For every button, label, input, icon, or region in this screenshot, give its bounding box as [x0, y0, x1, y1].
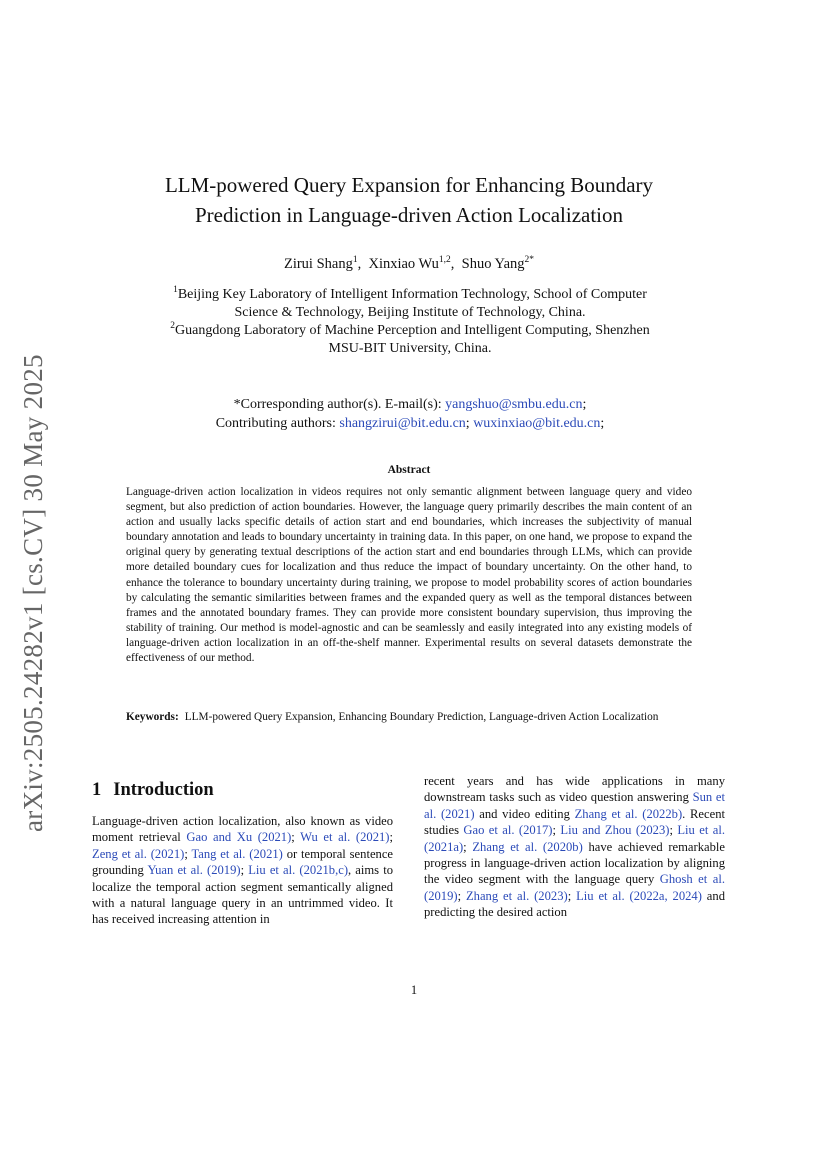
contact-info: [110, 395, 710, 433]
affiliation-text: Beijing Key Laboratory of Intelligent Information Technology, School of Computer: [177, 287, 647, 302]
title-line-2: Prediction in Language-driven Action Localization: [194, 203, 624, 227]
affiliation-1-line-2: Science & Technology, Beijing Institute of Technology, China.: [234, 305, 586, 320]
abstract-heading: Abstract: [387, 464, 431, 476]
paper-title: [100, 170, 718, 230]
body-text: ;: [389, 830, 393, 845]
contributing-prefix: Contributing authors:: [215, 416, 336, 431]
section-heading: [92, 780, 214, 801]
affiliation-2-line-2: MSU-BIT University, China.: [328, 341, 492, 356]
corresponding-prefix: *Corresponding author(s). E-mail(s):: [233, 397, 442, 412]
body-text: ;: [184, 846, 192, 861]
citation-link[interactable]: Liu et al. (2021a): [424, 823, 725, 854]
arxiv-identifier: arXiv:2505.24282v1 [cs.CV] 30 May 2025: [18, 354, 48, 832]
author-affil-mark: 2*: [524, 255, 535, 265]
citation-link[interactable]: Zhang et al. (2023): [465, 888, 568, 903]
citation-link[interactable]: Ghosh et al. (2019): [424, 872, 726, 903]
body-text: ;: [240, 863, 249, 878]
affiliation-text: Guangdong Laboratory of Machine Perception and Intelligent Computing, Shenzhen: [175, 323, 650, 338]
body-text: . Recent studies: [424, 806, 725, 838]
citation-link[interactable]: Zhang et al. (2020b): [472, 839, 583, 854]
citation-link[interactable]: Wu et al. (2021): [300, 830, 390, 845]
corresponding-author: *Corresponding author(s). E-mail(s): yangshuo@smbu.edu.cn;: [233, 397, 587, 412]
author-name: Zirui Shang: [283, 256, 353, 272]
abstract-body: Language-driven action localization in videos requires not only semantic alignment between language query and video segment, but also prediction of action boundaries. However, the language query primarily describes the main content of an action and usually lacks specific details of action start and end boundaries, which increases the subjectivity of manual boundary annotation and leads to boundary uncertainty in training data. In this paper, on one hand, we propose to expand the original query by generating textual descriptions of the action start and end boundaries through LLMs, which can provide more detailed boundary cues for localization and thus reduce the impact of boundary uncertainty. On the other hand, to enhance the tolerance to boundary uncertainty during training, we propose to model probability scores of action boundaries by calculating the semantic similarities between frames and the expanded query as well as the temporal distances between frames and the annotated boundary frames. They can provide more consistent boundary supervision, thus improving the stability of training. Our method is model-agnostic and can be seamlessly and easily integrated into any existing models of language-driven action localization in an off-the-shelf manner. Experimental results on several datasets demonstrate the effectiveness of our method.: [126, 486, 692, 665]
body-text: ;: [669, 823, 678, 838]
page-number: 1: [410, 983, 418, 997]
citation-link[interactable]: Zeng et al. (2021): [92, 846, 185, 861]
body-text: ;: [463, 839, 473, 854]
body-text: Language-driven action localization, also known as video moment retrieval: [92, 814, 393, 845]
body-text: ;: [291, 830, 301, 845]
citation-link[interactable]: Tang et al. (2021): [191, 846, 283, 861]
email-link-corresponding[interactable]: yangshuo@smbu.edu.cn: [445, 397, 583, 412]
affiliation-1-line-1: [110, 286, 710, 304]
citation-link[interactable]: Yuan et al. (2019): [147, 863, 241, 878]
body-text: ;: [457, 888, 466, 903]
body-text: , aims to localize the temporal action segment semantically aligned with a natural language query in an untrimmed video. It has received increasing attention in: [92, 863, 393, 927]
intro-right-column: [424, 773, 725, 921]
section-title: Introduction: [113, 780, 214, 800]
affiliation-mark: 2: [170, 321, 176, 331]
body-text: recent years and has wide applications in many downstream tasks such as video question answering: [424, 774, 725, 805]
author-affil-mark: 1: [352, 255, 358, 265]
citation-link[interactable]: Sun et al. (2021): [424, 790, 725, 821]
section-number: 1: [92, 780, 102, 800]
email-link-shang[interactable]: shangzirui@bit.edu.cn: [339, 416, 466, 431]
body-text: ;: [552, 823, 561, 838]
title-line-1: LLM-powered Query Expansion for Enhancing Boundary: [164, 173, 654, 197]
affiliation-2-line-1: [110, 322, 710, 340]
keywords: [126, 710, 692, 724]
author-name: Xinxiao Wu: [368, 256, 439, 272]
affiliations: [110, 286, 710, 358]
author-name: Shuo Yang: [461, 256, 525, 272]
email-link-wu[interactable]: wuxinxiao@bit.edu.cn: [473, 416, 601, 431]
citation-link[interactable]: Liu et al. (2022a, 2024): [576, 888, 702, 903]
keywords-text: LLM-powered Query Expansion, Enhancing Boundary Prediction, Language-driven Action Localization: [184, 711, 659, 723]
author-affil-mark: 1,2: [438, 255, 451, 265]
body-text: and video editing: [474, 806, 575, 821]
contributing-authors: Contributing authors: shangzirui@bit.edu.cn; wuxinxiao@bit.edu.cn;: [215, 416, 605, 431]
citation-link[interactable]: Zhang et al. (2022b): [574, 806, 683, 821]
citation-link[interactable]: Liu and Zhou (2023): [560, 823, 670, 838]
body-text: have achieved remarkable progress in language-driven action localization by aligning the video segment with the language query: [424, 839, 725, 887]
citation-link[interactable]: Gao and Xu (2021): [186, 830, 292, 845]
body-text: ;: [567, 888, 577, 903]
citation-link[interactable]: Liu et al. (2021b,c): [248, 863, 349, 878]
citation-link[interactable]: Gao et al. (2017): [463, 823, 553, 838]
intro-left-column: [92, 813, 393, 928]
body-text: or temporal sentence grounding: [92, 846, 394, 878]
keywords-label: Keywords:: [126, 711, 179, 723]
author-list: Zirui Shang$^1$, Xinxiao Wu$^{1,2}$, Shuo Yang$^{2*}$: [283, 255, 535, 272]
body-text: and predicting the desired action: [424, 888, 725, 920]
affiliation-mark: 1: [173, 285, 178, 295]
